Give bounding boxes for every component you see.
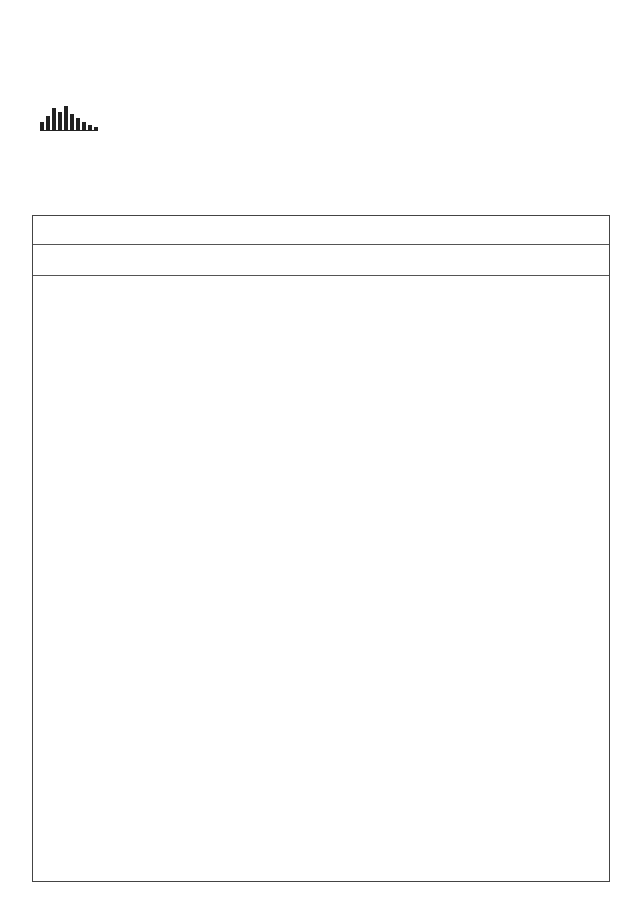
table-header-line-2 <box>36 231 606 244</box>
results-table <box>32 215 610 882</box>
averages-divider <box>33 275 609 276</box>
logo-bars-icon <box>40 104 98 131</box>
averages-row <box>36 256 606 269</box>
header-divider <box>33 244 609 245</box>
